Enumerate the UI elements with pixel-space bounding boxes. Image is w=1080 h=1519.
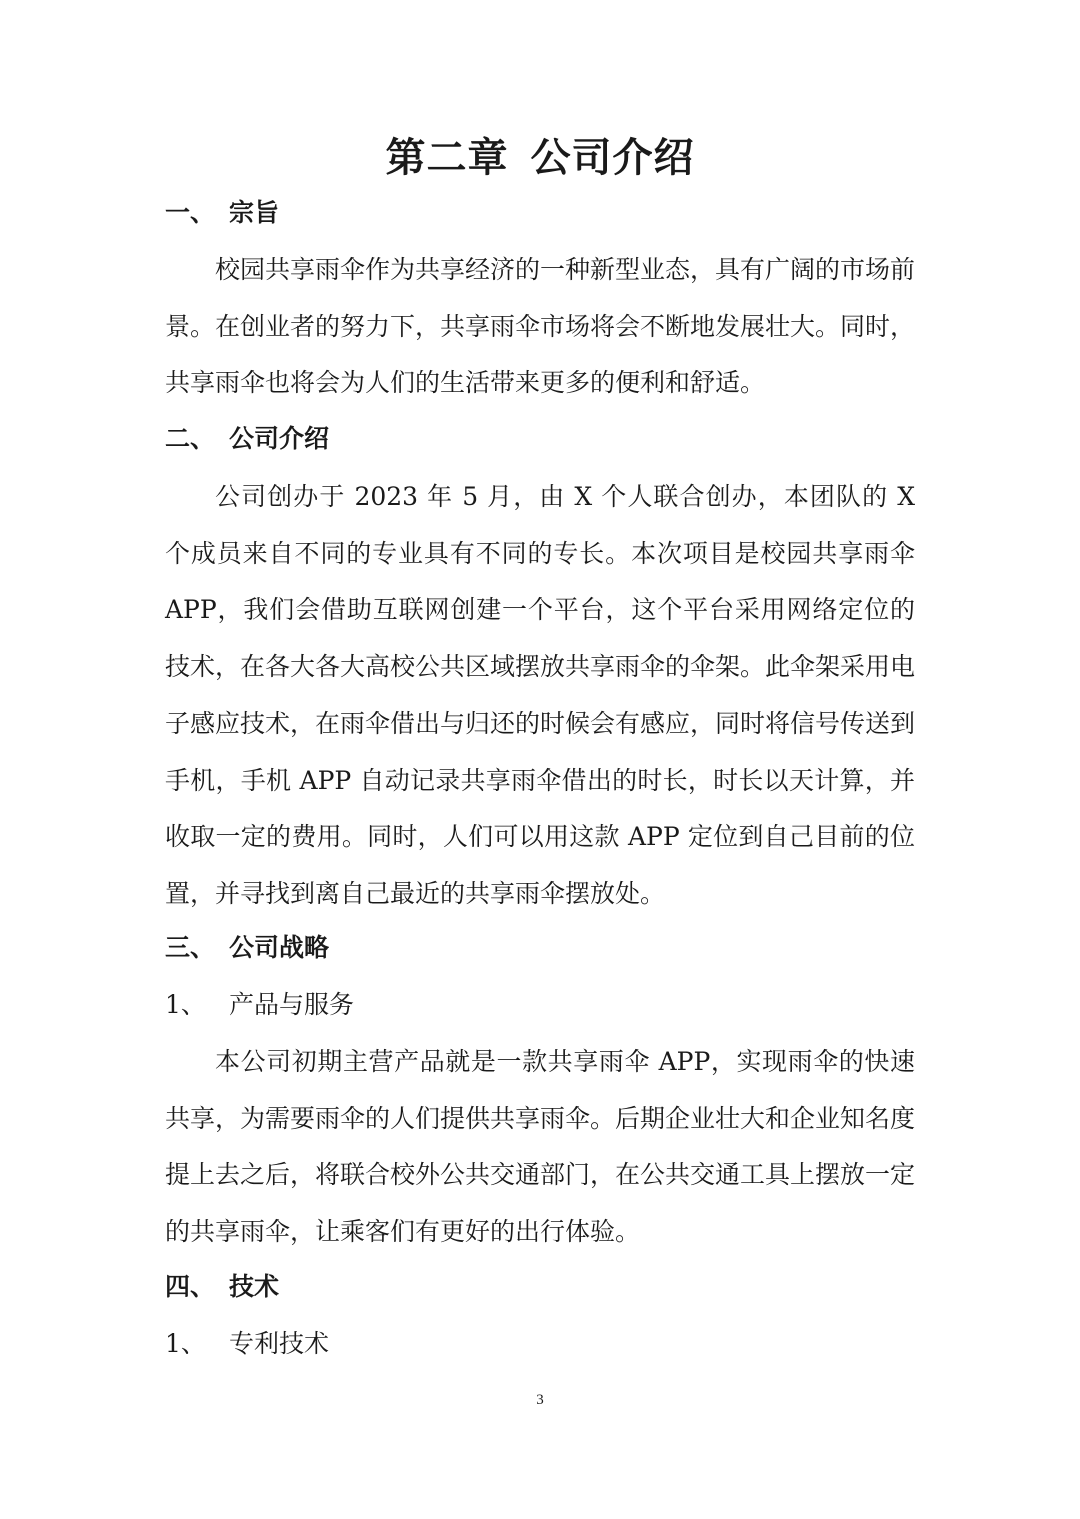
page-number: 3 (536, 1392, 544, 1408)
subsection-heading-text: 产品与服务 (229, 990, 355, 1019)
section-2-paragraph: 公司创办于 2023 年 5 月，由 X 个人联合创办，本团队的 X 个成员来自不同的专业具有不同的专长。本次项目是校园共享雨伞 APP，我们会借助互联网创建一个平台，这个平台采用网络定位的技术，在各大各大高校公共区域摆放共享雨伞的伞架。此伞架采用电子感应技术，在雨伞借出与归还的时候会有感应，同时将信号传送到手机，手机 APP 自动记录共享雨伞借出的时长，时长以天计算，并收取一定的费用。同时，人们可以用这款 APP 定位到自己目前的位置，并寻找到离自己最近的共享雨伞摆放处。 (165, 482, 916, 908)
subsection-number: 1、 (165, 990, 206, 1019)
subsection-3-1-paragraph: 本公司初期主营产品就是一款共享雨伞 APP，实现雨伞的快速共享，为需要雨伞的人们提供共享雨伞。后期企业壮大和企业知名度提上去之后，将联合校外公共交通部门，在公共交通工具上摆放一定的共享雨伞，让乘客们有更好的出行体验。 (165, 1047, 916, 1247)
section-heading-text: 公司介绍 (229, 424, 330, 453)
section-heading-1 (165, 193, 279, 233)
subsection-number: 1、 (165, 1329, 206, 1358)
section-heading-4 (165, 1267, 279, 1307)
section-heading-text: 技术 (229, 1272, 280, 1301)
section-heading-text: 宗旨 (229, 198, 280, 227)
section-number: 四、 (165, 1272, 216, 1301)
chapter-number: 第二章 (385, 135, 509, 181)
subsection-heading-3-1 (165, 985, 354, 1025)
section-1-paragraph: 校园共享雨伞作为共享经济的一种新型业态，具有广阔的市场前景。在创业者的努力下，共享雨伞市场将会不断地发展壮大。同时，共享雨伞也将会为人们的生活带来更多的便利和舒适。 (165, 255, 916, 398)
subsection-heading-4-1 (165, 1324, 329, 1364)
section-heading-2 (165, 419, 329, 459)
subsection-heading-text: 专利技术 (229, 1329, 330, 1358)
section-heading-text: 公司战略 (229, 933, 330, 962)
section-number: 一、 (165, 198, 216, 227)
section-heading-3 (165, 928, 329, 968)
chapter-name: 公司介绍 (530, 135, 695, 181)
section-number: 三、 (165, 933, 216, 962)
section-number: 二、 (165, 424, 216, 453)
chapter-title (0, 128, 1080, 188)
